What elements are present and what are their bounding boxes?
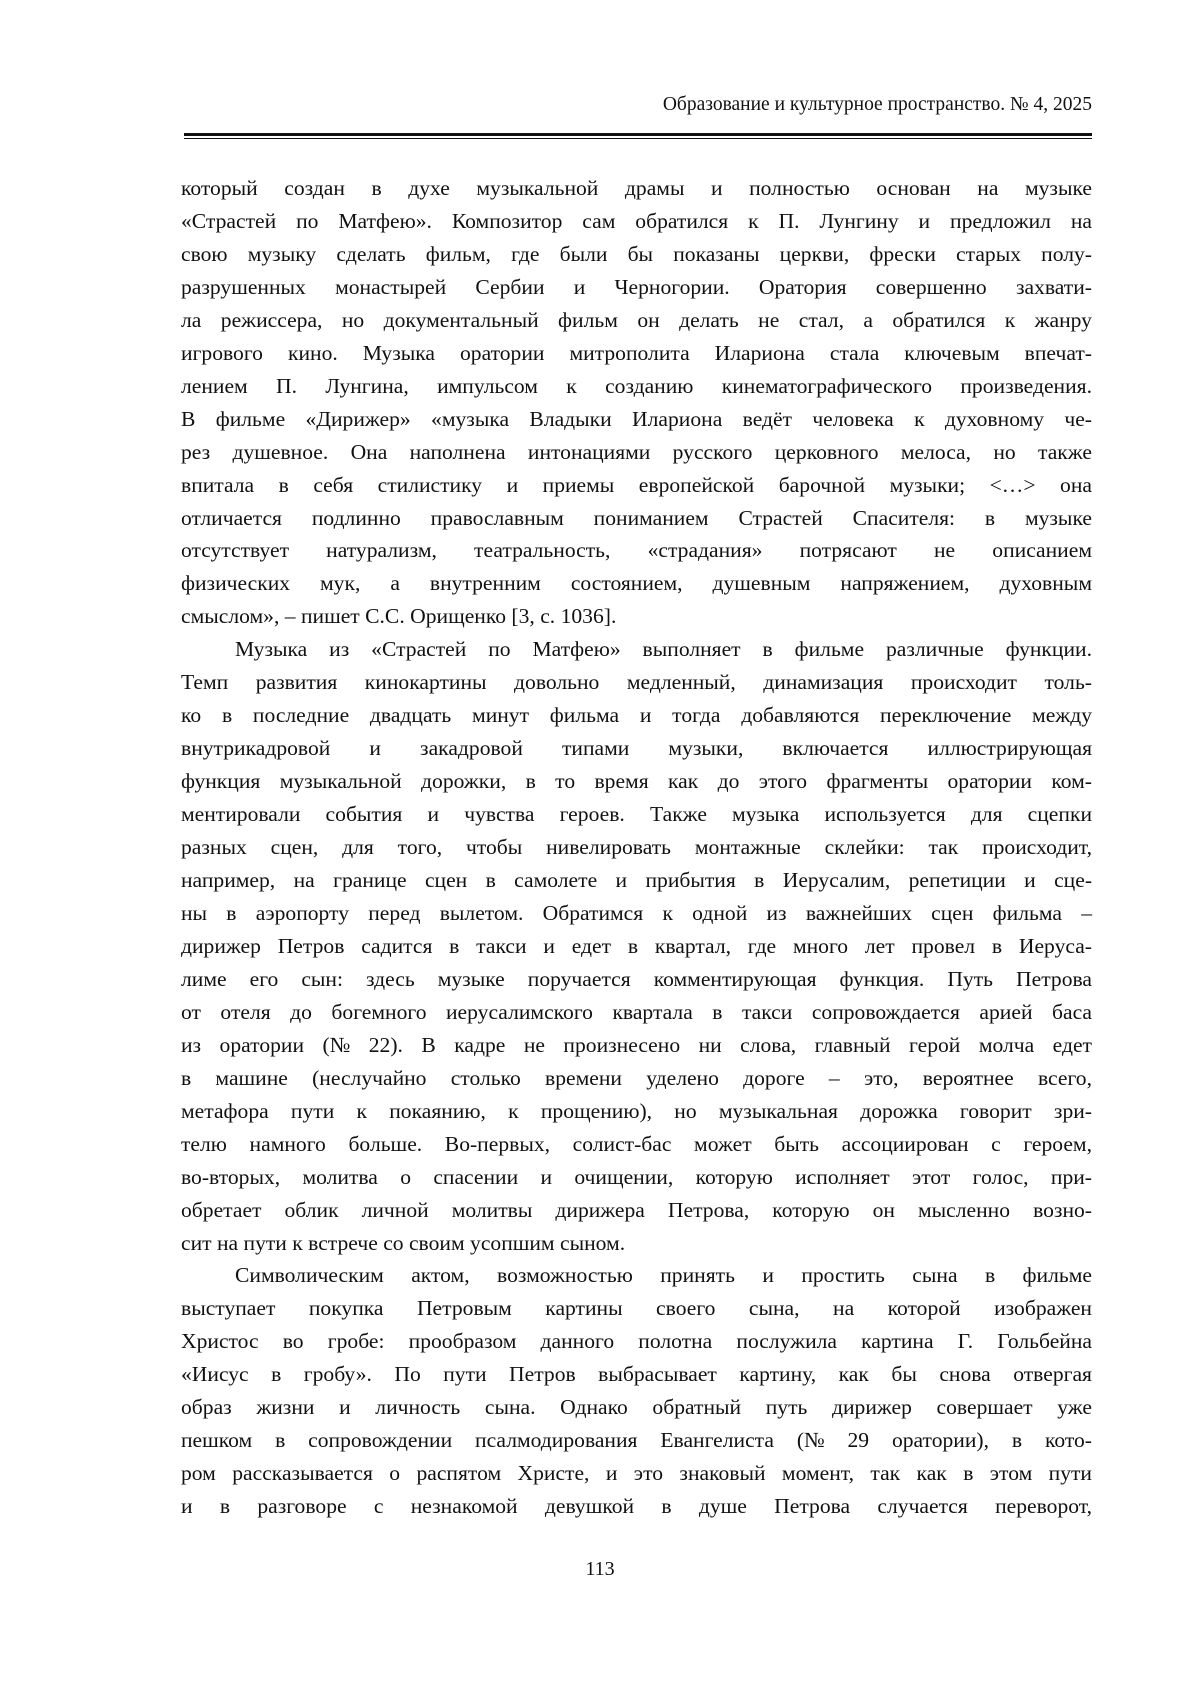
text-line: телю намного больше. Во-первых, солист-бас может быть ассоциирован с героем, [181, 1131, 1092, 1156]
text-line: «Иисус в гробу». По пути Петров выбрасывает картину, как бы снова отвергая [181, 1362, 1092, 1387]
header-rule-thick [184, 133, 1092, 136]
text-line: сит на пути к встрече со своим усопшим сыном. [181, 1230, 626, 1255]
text-line: Музыка из «Страстей по Матфею» выполняет в фильме различные функции. [235, 637, 1092, 662]
text-line: отсутствует натурализм, театральность, «страдания» потрясают не описанием [181, 538, 1092, 563]
text-line: от отеля до богемного иерусалимского квартала в такси сопровождается арией баса [181, 999, 1092, 1024]
text-line: рез душевное. Она наполнена интонациями русского церковного мелоса, но также [181, 439, 1092, 464]
text-line: свою музыку сделать фильм, где были бы показаны церкви, фрески старых полу- [181, 241, 1092, 266]
text-line: разрушенных монастырей Сербии и Черногории. Оратория совершенно захвати- [181, 274, 1092, 299]
text-line: Темп развития кинокартины довольно медленный, динамизация происходит толь- [181, 670, 1092, 695]
text-line: дирижер Петров садится в такси и едет в квартал, где много лет провел в Иеруса- [181, 933, 1092, 958]
header-double-rule [184, 133, 1092, 140]
running-header: Образование и культурное пространство. № 4, 2025 [662, 94, 1092, 115]
text-line: отличается подлинно православным пониманием Страстей Спасителя: в музыке [181, 505, 1092, 530]
text-line: физических мук, а внутренним состоянием, душевным напряжением, духовным [181, 571, 1092, 596]
text-line: функция музыкальной дорожки, в то время как до этого фрагменты оратории ком- [181, 769, 1092, 794]
text-line: пешком в сопровождении псалмодирования Евангелиста (№ 29 оратории), в кото- [181, 1428, 1092, 1453]
text-line: смыслом», – пишет С.С. Орищенко [3, с. 1036]. [181, 604, 617, 629]
text-line: лением П. Лунгина, импульсом к созданию кинематографического произведения. [181, 373, 1092, 398]
text-line: выступает покупка Петровым картины своего сына, на которой изображен [181, 1296, 1092, 1321]
paragraph [181, 172, 1092, 633]
text-line: ментировали события и чувства героев. Также музыка используется для сцепки [181, 802, 1092, 827]
text-line: В фильме «Дирижер» «музыка Владыки Илариона ведёт человека к духовному че- [181, 406, 1092, 431]
text-line: игрового кино. Музыка оратории митрополита Илариона стала ключевым впечат- [181, 340, 1092, 365]
text-line: впитала в себя стилистику и приемы европейской барочной музыки; <…> она [181, 472, 1092, 497]
text-line: «Страстей по Матфею». Композитор сам обратился к П. Лунгину и предложил на [181, 208, 1092, 233]
text-line: в машине (неслучайно столько времени уделено дороге – это, вероятнее всего, [181, 1065, 1092, 1090]
text-line: Христос во гробе: прообразом данного полотна послужила картина Г. Гольбейна [181, 1329, 1092, 1354]
text-line: например, на границе сцен в самолете и прибытия в Иерусалим, репетиции и сце- [181, 868, 1093, 893]
text-line: из оратории (№ 22). В кадре не произнесено ни слова, главный герой молча едет [181, 1032, 1092, 1057]
text-line: Символическим актом, возможностью принять и простить сына в фильме [235, 1263, 1092, 1288]
text-line: лиме его сын: здесь музыке поручается комментирующая функция. Путь Петрова [181, 966, 1092, 991]
text-line: ром рассказывается о распятом Христе, и это знаковый момент, так как в этом пути [181, 1461, 1092, 1486]
text-line: ла режиссера, но документальный фильм он делать не стал, а обратился к жанру [181, 307, 1092, 332]
page-number: 113 [585, 1558, 615, 1580]
text-line: разных сцен, для того, чтобы нивелировать монтажные склейки: так происходит, [181, 835, 1092, 860]
text-line: образ жизни и личность сына. Однако обратный путь дирижер совершает уже [181, 1395, 1092, 1420]
header-rule-thin [184, 138, 1092, 139]
text-line: ко в последние двадцать минут фильма и тогда добавляются переключение между [181, 703, 1092, 728]
text-line: метафора пути к покаянию, к прощению), но музыкальная дорожка говорит зри- [181, 1098, 1092, 1123]
text-line: ны в аэропорту перед вылетом. Обратимся к одной из важнейших сцен фильма – [181, 900, 1092, 925]
text-line: во-вторых, молитва о спасении и очищении, которую исполняет этот голос, при- [181, 1164, 1092, 1189]
text-line: который создан в духе музыкальной драмы и полностью основан на музыке [181, 176, 1092, 200]
text-line: внутрикадровой и закадровой типами музыки, включается иллюстрирующая [181, 736, 1092, 761]
paragraph [181, 1259, 1092, 1523]
text-line: обретает облик личной молитвы дирижера Петрова, которую он мысленно возно- [181, 1197, 1092, 1222]
paragraph [181, 633, 1092, 1259]
article-body [181, 172, 1092, 1523]
text-line: и в разговоре с незнакомой девушкой в душе Петрова случается переворот, [181, 1494, 1092, 1519]
